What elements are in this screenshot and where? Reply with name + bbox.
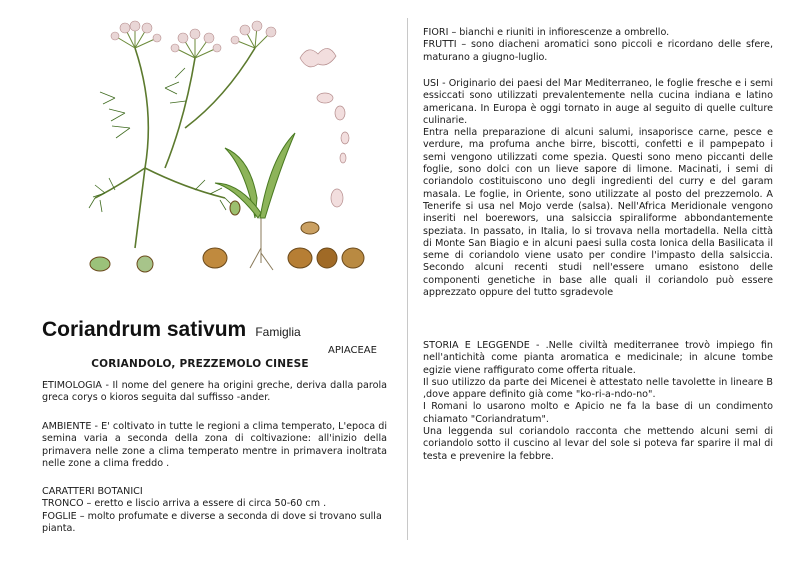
storia-section xyxy=(423,340,773,463)
basal-plant xyxy=(215,133,295,270)
family-name: APIACEAE xyxy=(328,345,377,356)
seed-details xyxy=(90,201,364,272)
foglie-line: FOGLIE – molto profumate e diverse a seconda di dove si trovano sulla pianta. xyxy=(42,510,382,534)
frutti-line: FRUTTI – sono diacheni aromatici sono piccoli e ricordano delle sfere, maturano a giugno-luglio. xyxy=(423,39,773,63)
fiori-line: FIORI – bianchi e riuniti in infiorescenze a ombrello. xyxy=(423,27,670,38)
scientific-name: Coriandrum sativum xyxy=(42,318,247,341)
usi-body: Entra nella preparazione di alcuni salumi, insaporisce carne, pesce e verdure, ma profuma anche birre, biscotti, confetti e il pampepato i semi vengono utilizzati come spezia. Questi sono meno piccanti delle foglie, sono dolci con un lieve sapore di limone. Macinati, i semi di coriandolo costituiscono uno degli ingredienti del curry e del garam masala. Le foglie, in Oriente, sono utilizzate al posto del prezzemolo. A Tenerife si usa nel Mojo verde (salsa). Nell'Africa Meridionale vengono inseriti nel boerewors, una salsiccia spiraliforme abbondantemente speziata. In passato, in Italia, lo si trovava nella mortadella. Nella città di Monte San Biagio e in alcuni paesi sulla costa Ionica della Basilicata il seme di coriandolo viene usato per condire l'impasto della salsiccia. Secondo alcuni recenti studi nell'essere umano esistono delle componenti genetiche in base alle quali il coriandolo può essere apprezzato oppure del tutto sgradevole xyxy=(423,127,773,299)
fiori-frutti-section xyxy=(423,27,773,64)
storia-paragraph-1: STORIA E LEGGENDE - .Nelle civiltà mediterranee trovò impiego fin nell'antichità come pianta aromatica e medicinale; in alcune tombe egizie viene raffigurato come offerta rituale. xyxy=(423,340,773,376)
caratteri-section xyxy=(42,486,387,535)
species-title xyxy=(42,318,382,342)
caratteri-heading: CARATTERI BOTANICI xyxy=(42,486,143,497)
tronco-line: TRONCO – eretto e liscio arriva a essere di circa 50-60 cm . xyxy=(42,498,327,510)
common-names: CORIANDOLO, PREZZEMOLO CINESE xyxy=(91,358,309,370)
usi-intro: USI - Originario dei paesi del Mar Mediterraneo, le foglie fresche e i semi essiccati sono utilizzati prevalentemente nella cucina indiana e latino americana. In Europa è oggi tornato in auge al seguito di quelle culture culinarie. xyxy=(423,78,773,126)
etimologia-paragraph: ETIMOLOGIA - Il nome del genere ha origini greche, deriva dalla parola greca corys o kioros seguita dal suffisso -ander. xyxy=(42,380,387,404)
coriander-botanical-illustration xyxy=(75,18,375,283)
flower-details xyxy=(300,48,349,207)
storia-paragraph-3: I Romani lo usarono molto e Apicio ne fa la base di un condimento chiamato "Coriandratum". xyxy=(423,401,773,425)
storia-paragraph-2: Il suo utilizzo da parte dei Micenei è attestato nelle tavolette in lineare B ,dove appare definito già come "ko-ri-a-ndo-no". xyxy=(423,376,773,401)
column-divider xyxy=(407,18,408,540)
family-label: Famiglia xyxy=(255,325,301,339)
usi-section xyxy=(423,78,773,299)
storia-paragraph-4: Una leggenda sul coriandolo racconta che mettendo alcuni semi di coriandolo sotto il cuscino al levar del sole si poteva far sparire il mal di testa e prevenire la febbre. xyxy=(423,426,773,462)
ambiente-paragraph: AMBIENTE - E' coltivato in tutte le regioni a clima temperato, L'epoca di semina varia a seconda della zona di coltivazione: all'inizio della primavera nelle zone a clima temperato mentre in primavera inoltrata nelle zone a clima freddo . xyxy=(42,421,387,469)
